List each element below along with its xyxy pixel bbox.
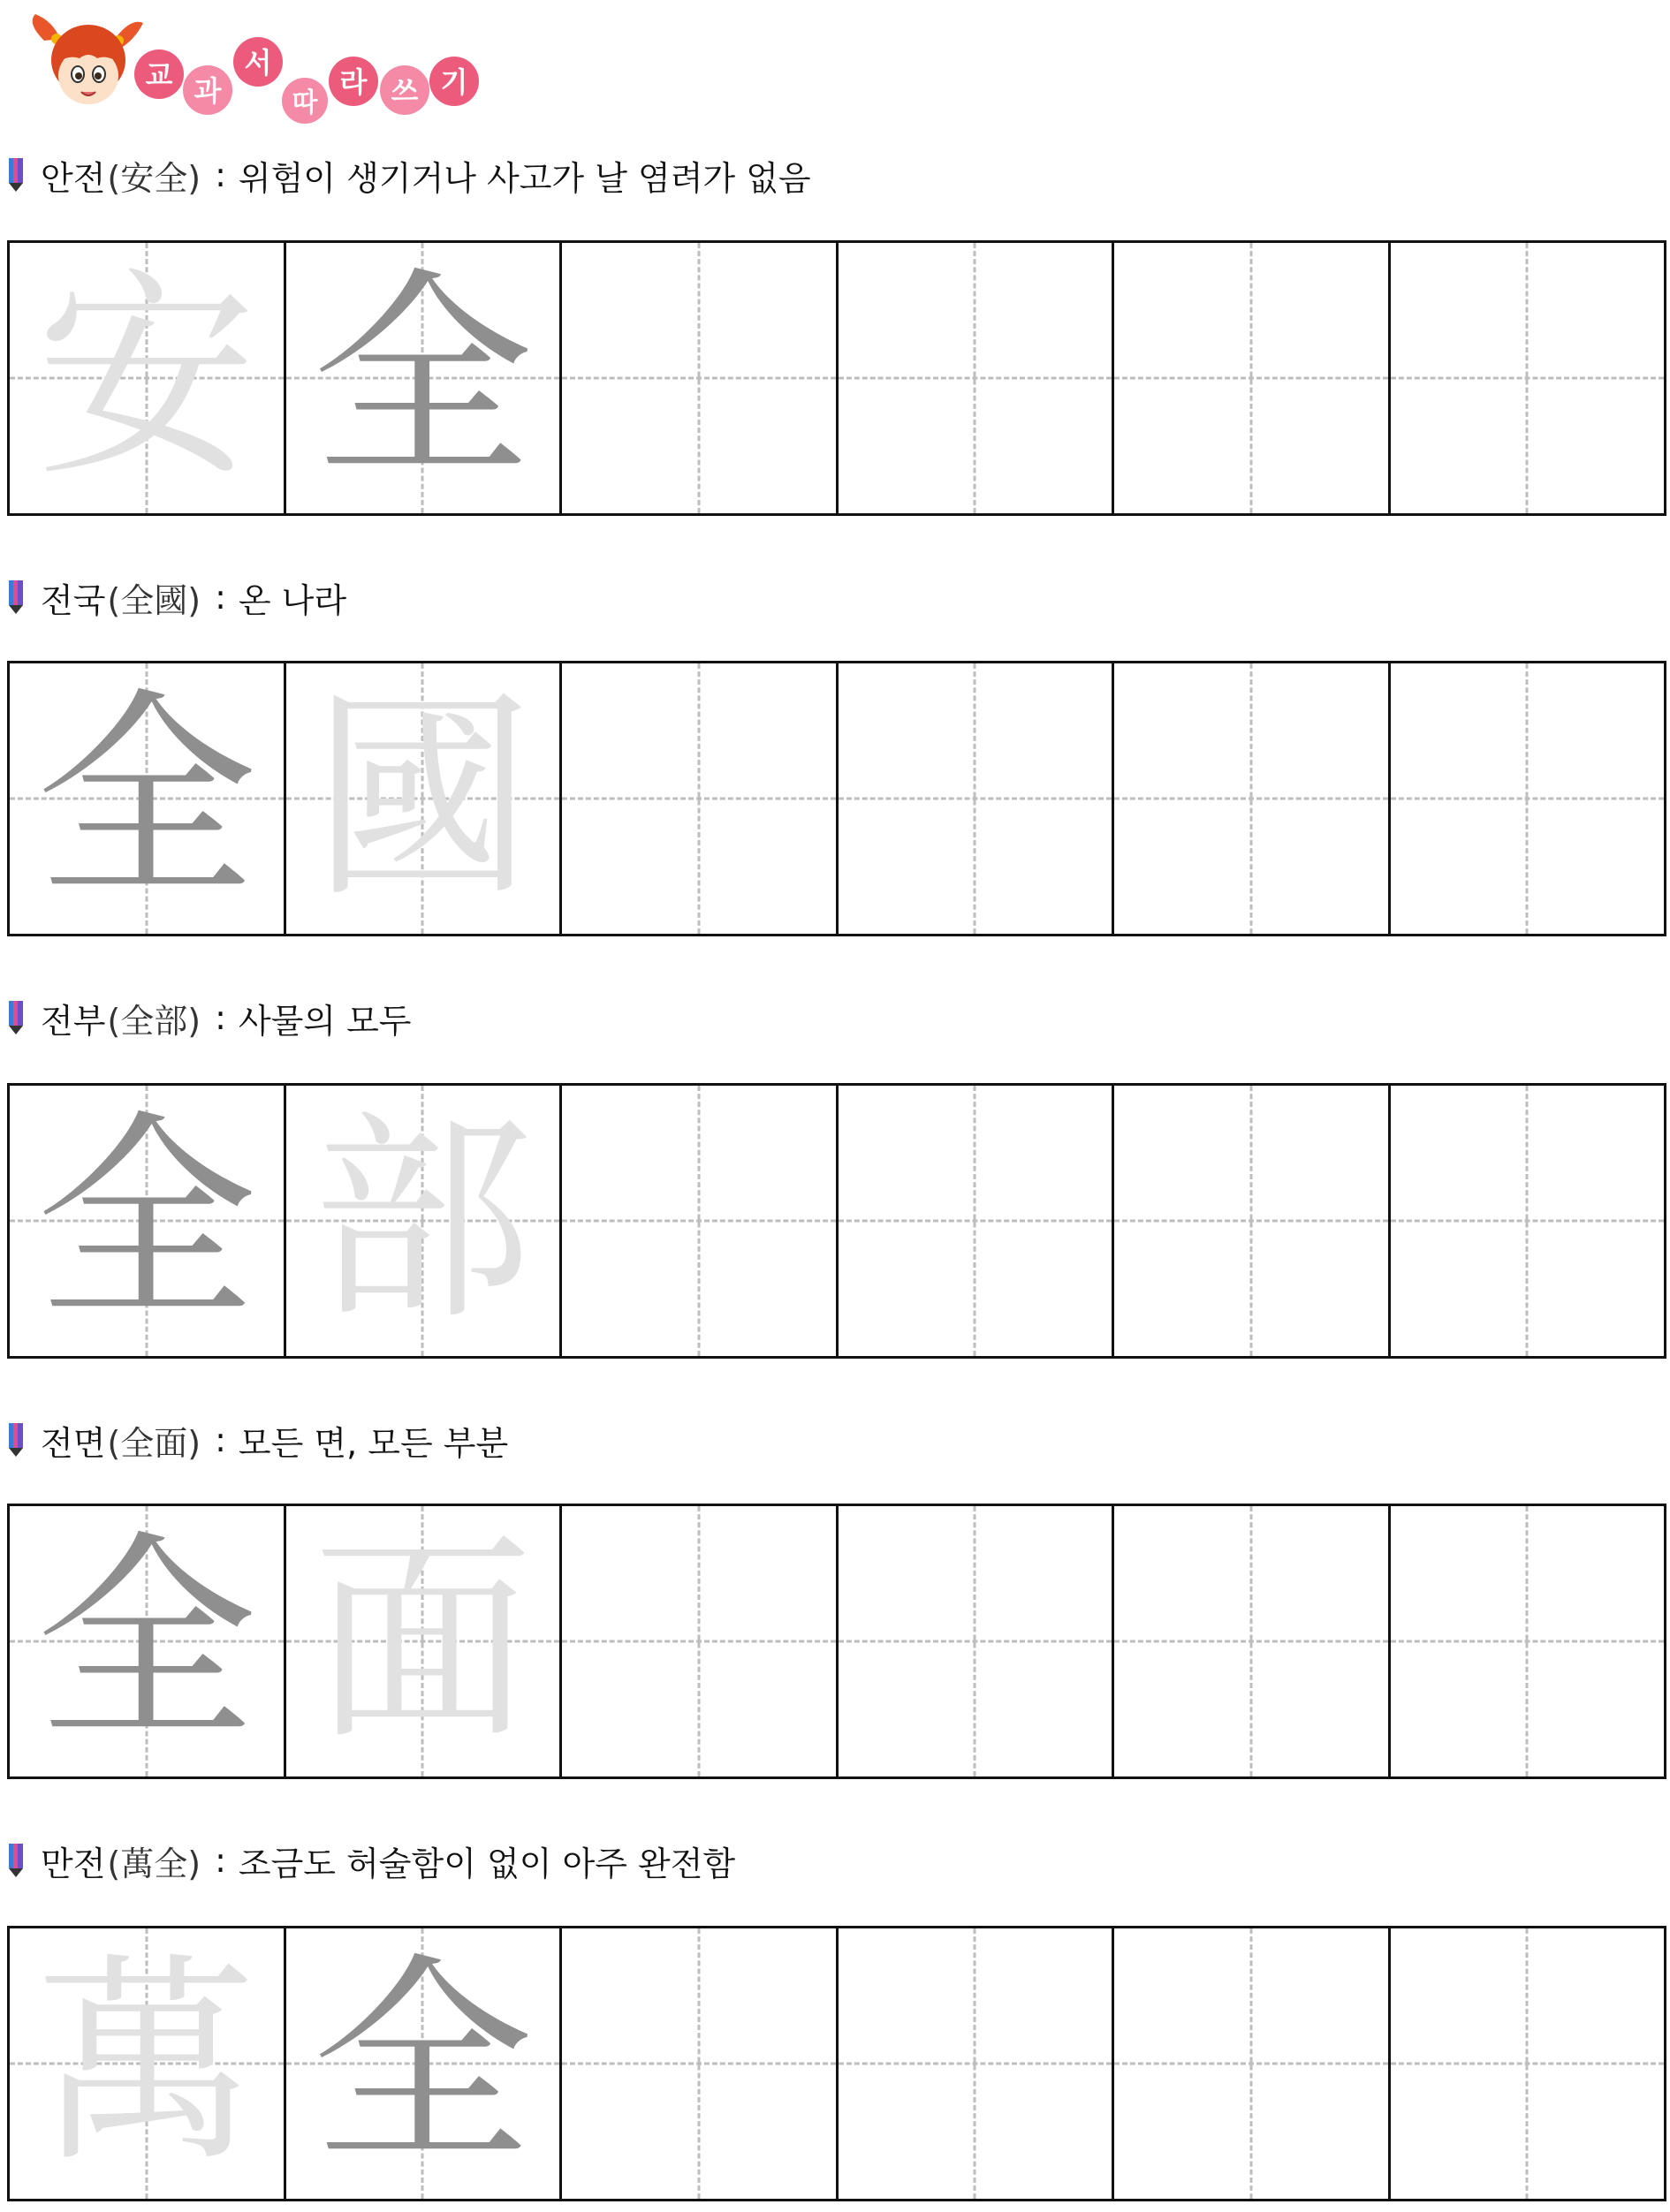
practice-cell[interactable] xyxy=(1391,1928,1665,2199)
pencil-icon xyxy=(7,580,25,615)
guide-character xyxy=(1114,1928,1388,2199)
practice-cell[interactable] xyxy=(286,1506,563,1776)
practice-cell[interactable] xyxy=(1114,243,1391,513)
guide-character xyxy=(1391,1086,1665,1356)
term-meaning: 조금도 허술함이 없이 아주 완전함 xyxy=(238,1844,736,1883)
section-title xyxy=(7,1834,735,1887)
practice-cell[interactable] xyxy=(286,1086,563,1356)
guide-character xyxy=(839,1506,1112,1776)
practice-cell[interactable] xyxy=(1114,1928,1391,2199)
logo-syllable-5: 라 xyxy=(339,65,368,99)
practice-cell[interactable] xyxy=(1391,1506,1665,1776)
section-title xyxy=(7,571,346,624)
practice-cell[interactable] xyxy=(10,663,286,934)
practice-cell[interactable] xyxy=(562,243,839,513)
term-hanja: (安全) xyxy=(107,158,201,198)
practice-cell[interactable] xyxy=(562,1086,839,1356)
practice-cell[interactable] xyxy=(10,1506,286,1776)
logo-syllable-6: 쓰 xyxy=(391,74,419,108)
practice-cell[interactable] xyxy=(10,1086,286,1356)
pencil-icon xyxy=(7,1000,25,1035)
guide-character xyxy=(562,1086,836,1356)
practice-cell[interactable] xyxy=(1391,1086,1665,1356)
pencil-icon xyxy=(7,157,25,193)
practice-grid-3 xyxy=(7,1504,1666,1779)
term-hanja: (全國) xyxy=(107,580,201,620)
section-title xyxy=(7,148,811,201)
logo-syllable-1: 교 xyxy=(145,58,173,92)
practice-grid-2 xyxy=(7,1083,1666,1359)
guide-character xyxy=(839,243,1112,513)
term-meaning: 위험이 생기거나 사고가 날 염려가 없음 xyxy=(238,158,811,198)
practice-grid-1 xyxy=(7,661,1666,936)
term-word: 전국 xyxy=(41,580,106,620)
logo-lettering xyxy=(134,37,479,124)
practice-cell[interactable] xyxy=(839,243,1115,513)
practice-cell[interactable] xyxy=(1391,243,1665,513)
practice-cell[interactable] xyxy=(10,1928,286,2199)
guide-character: 全 xyxy=(312,1935,534,2192)
guide-character: 全 xyxy=(312,249,534,506)
practice-cell[interactable] xyxy=(10,243,286,513)
guide-character: 全 xyxy=(35,1512,257,1769)
term-separator: : xyxy=(215,1841,226,1880)
logo-syllable-4: 따 xyxy=(292,87,318,118)
guide-character: 全 xyxy=(35,670,257,927)
guide-character xyxy=(562,1506,836,1776)
guide-character xyxy=(1114,1086,1388,1356)
practice-cell[interactable] xyxy=(562,663,839,934)
term-separator: : xyxy=(215,998,226,1037)
term-hanja: (萬全) xyxy=(107,1844,201,1883)
guide-character xyxy=(839,663,1112,934)
term-hanja: (全面) xyxy=(107,1423,201,1463)
practice-grid-0 xyxy=(7,240,1666,516)
term-word: 만전 xyxy=(41,1844,106,1883)
guide-character xyxy=(1391,243,1665,513)
textbook-tracing-logo xyxy=(27,5,486,129)
guide-character xyxy=(1391,1506,1665,1776)
term-word: 안전 xyxy=(41,158,106,198)
term-word: 전면 xyxy=(41,1423,106,1463)
guide-character: 面 xyxy=(312,1512,534,1769)
guide-character: 部 xyxy=(312,1092,534,1349)
guide-character xyxy=(562,663,836,934)
practice-cell[interactable] xyxy=(1391,663,1665,934)
logo-syllable-7: 기 xyxy=(440,65,468,99)
practice-cell[interactable] xyxy=(286,243,563,513)
guide-character xyxy=(1114,1506,1388,1776)
practice-cell[interactable] xyxy=(286,1928,563,2199)
practice-cell[interactable] xyxy=(839,1928,1115,2199)
term-meaning: 사물의 모두 xyxy=(238,1001,412,1041)
guide-character xyxy=(562,1928,836,2199)
practice-cell[interactable] xyxy=(839,1086,1115,1356)
section-title xyxy=(7,991,412,1044)
term-separator: : xyxy=(215,1420,226,1459)
guide-character xyxy=(839,1928,1112,2199)
guide-character: 國 xyxy=(312,670,534,927)
section-title xyxy=(7,1413,508,1466)
guide-character xyxy=(839,1086,1112,1356)
practice-cell[interactable] xyxy=(562,1506,839,1776)
practice-cell[interactable] xyxy=(839,663,1115,934)
practice-cell[interactable] xyxy=(1114,1506,1391,1776)
practice-cell[interactable] xyxy=(1114,663,1391,934)
guide-character xyxy=(1391,663,1665,934)
practice-cell[interactable] xyxy=(562,1928,839,2199)
term-meaning: 온 나라 xyxy=(238,580,347,620)
guide-character xyxy=(562,243,836,513)
guide-character: 全 xyxy=(35,1092,257,1349)
guide-character xyxy=(1114,243,1388,513)
pencil-icon xyxy=(7,1843,25,1878)
term-hanja: (全部) xyxy=(107,1001,201,1041)
practice-cell[interactable] xyxy=(1114,1086,1391,1356)
logo-syllable-2: 과 xyxy=(194,74,222,108)
guide-character xyxy=(1114,663,1388,934)
guide-character: 萬 xyxy=(35,1935,257,2192)
guide-character: 安 xyxy=(35,249,257,506)
term-separator: : xyxy=(215,155,226,194)
practice-cell[interactable] xyxy=(839,1506,1115,1776)
guide-character xyxy=(1391,1928,1665,2199)
term-separator: : xyxy=(215,578,226,617)
practice-grid-4 xyxy=(7,1926,1666,2201)
girl-mascot-icon xyxy=(33,14,143,104)
practice-cell[interactable] xyxy=(286,663,563,934)
term-meaning: 모든 면, 모든 부분 xyxy=(238,1423,509,1463)
pencil-icon xyxy=(7,1422,25,1458)
term-word: 전부 xyxy=(41,1001,106,1041)
logo-syllable-3: 서 xyxy=(244,46,272,80)
